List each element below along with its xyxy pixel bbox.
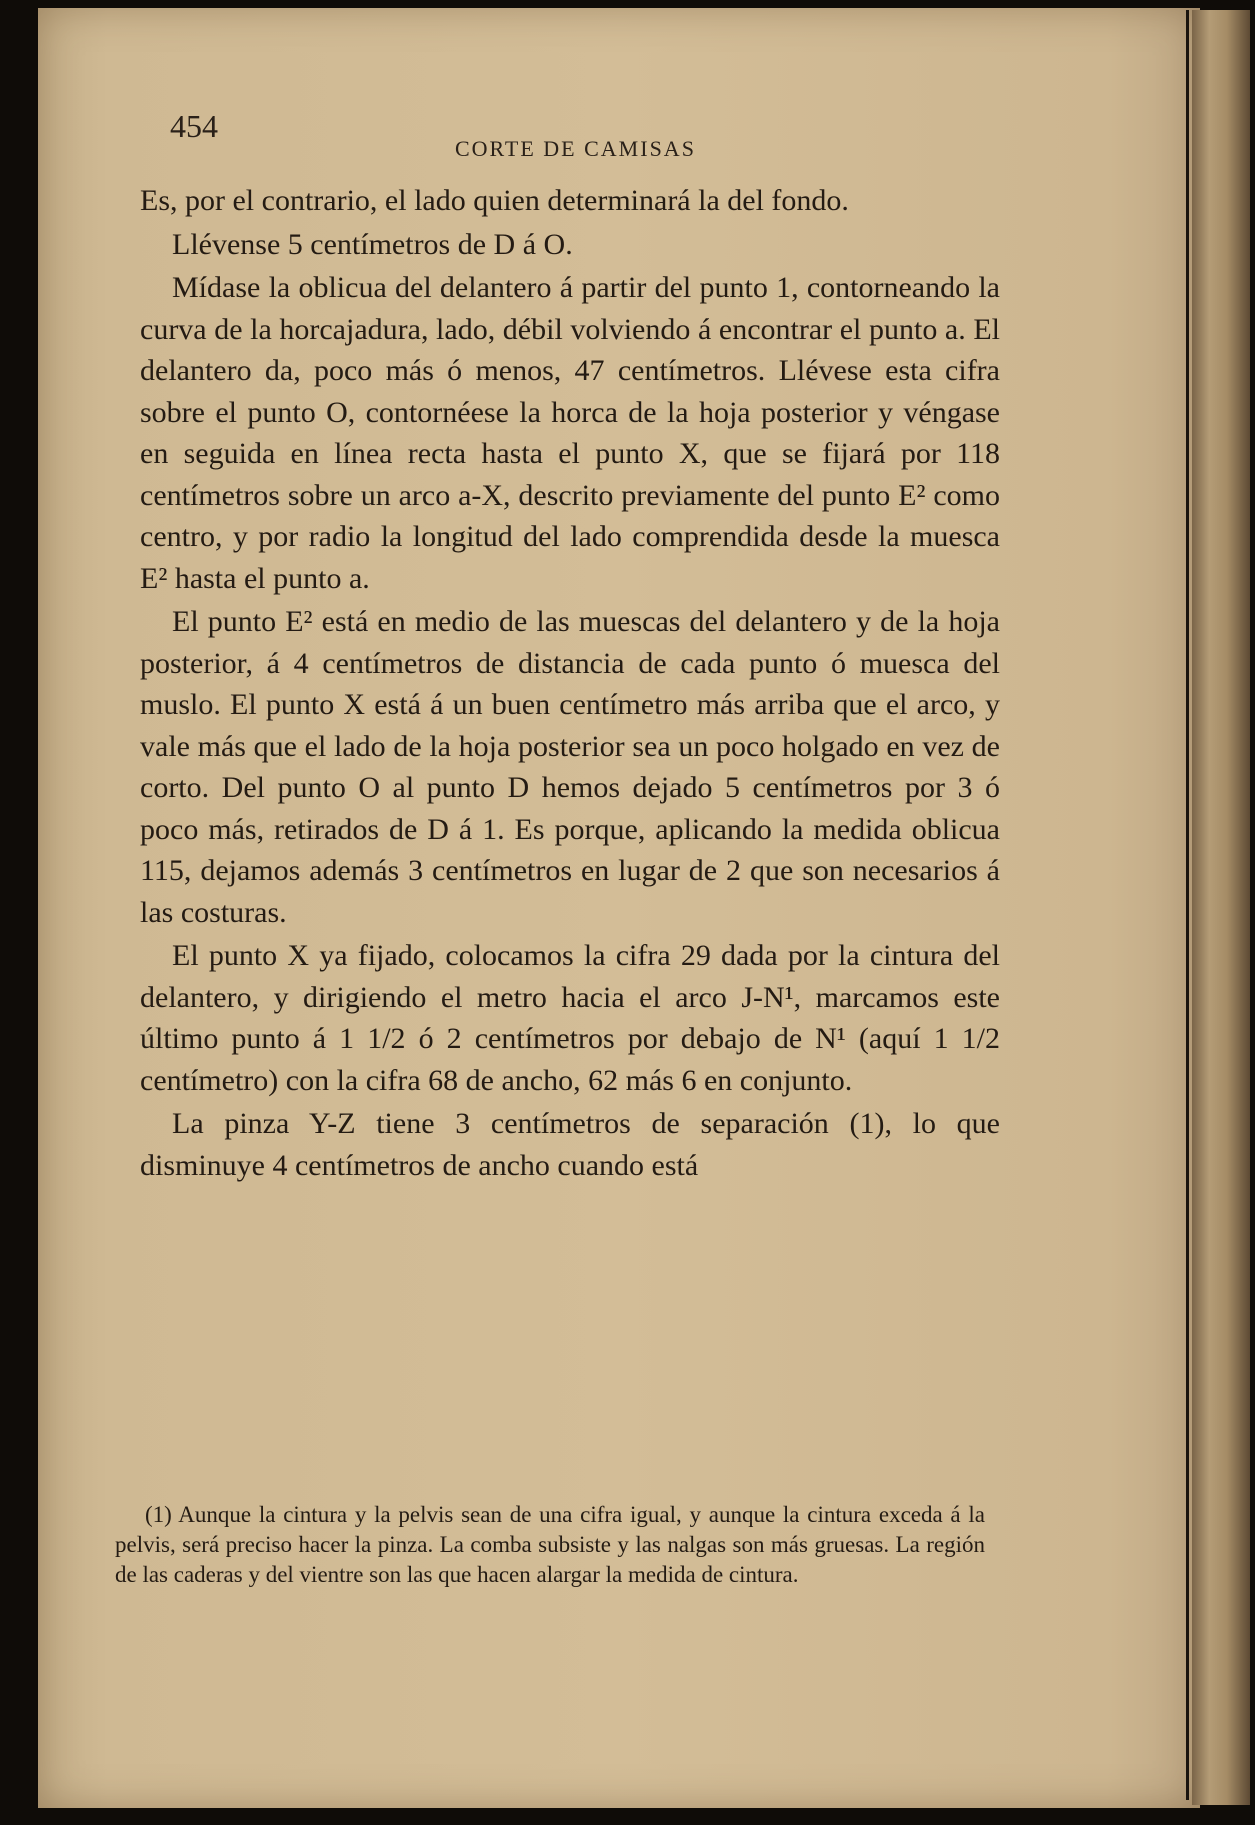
- footnote: (1) Aunque la cintura y la pelvis sean de una cifra igual, y aunque la cintura exceda á la pelvis, será preciso hacer la pinza. La comba subsiste y las nalgas son más gruesas. La región de las caderas y del vientre son las que hacen alargar la medida de cintura.: [115, 1502, 985, 1587]
- paragraph-2: Llévense 5 centímetros de D á O.: [172, 227, 573, 261]
- body-text: [140, 180, 1000, 1188]
- running-head: CORTE DE CAMISAS: [455, 136, 696, 161]
- page-header: [170, 108, 990, 168]
- paragraph-6: La pinza Y-Z tiene 3 centímetros de separación (1), lo que disminuye 4 centímetros de ancho cuando está: [140, 1107, 1000, 1182]
- page-edge-line: [1186, 10, 1189, 1800]
- paragraph-1: Es, por el contrario, el lado quien determinará la del fondo.: [140, 184, 849, 217]
- page-stack-edge: [1192, 10, 1250, 1805]
- paragraph-3: Mídase la oblicua del delantero á partir del punto 1, contorneando la curva de la horcajadura, lado, débil volviendo á encontrar el punto a. El delantero da, poco más ó menos, 47 centímetros. Llévese esta cifra sobre el punto O, contornéese la horca de la hoja posterior y véngase en seguida en línea recta hasta el punto X, que se fijará por 118 centímetros sobre un arco a-X, descrito previamente del punto E² como centro, y por radio la longitud del lado comprendida desde la muesca E² hasta el punto a.: [140, 271, 1000, 595]
- paragraph-5: El punto X ya fijado, colocamos la cifra 29 dada por la cintura del delantero, y dirigiendo el metro hacia el arco J-N¹, marcamos este último punto á 1 1/2 ó 2 centímetros por debajo de N¹ (aquí 1 1/2 centímetro) con la cifra 68 de ancho, 62 más 6 en conjunto.: [140, 939, 1000, 1097]
- page-number: 454: [170, 108, 218, 144]
- paragraph-4: El punto E² está en medio de las muescas del delantero y de la hoja posterior, á 4 centímetros de distancia de cada punto ó muesca del muslo. El punto X está á un buen centímetro más arriba que el arco, y vale más que el lado de la hoja posterior sea un poco holgado en vez de corto. Del punto O al punto D hemos dejado 5 centímetros por 3 ó poco más, retirados de D á 1. Es porque, aplicando la medida oblicua 115, dejamos además 3 centímetros en lugar de 2 que son necesarios á las costuras.: [140, 605, 1000, 929]
